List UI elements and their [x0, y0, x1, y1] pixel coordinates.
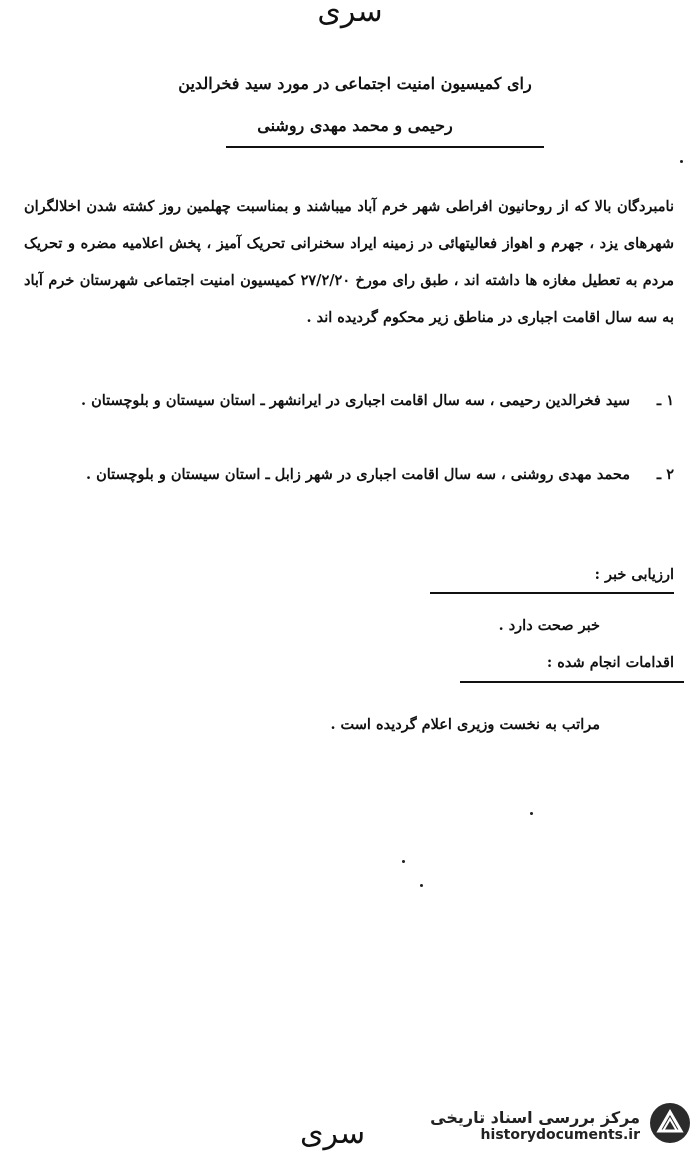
watermark-text-fa: مرکز بررسی اسناد تاریخی	[430, 1107, 640, 1127]
classification-header: سری	[317, 0, 383, 29]
ink-speck	[530, 812, 533, 815]
evaluation-label: ارزیابی خبر :	[594, 566, 674, 583]
list-item-number: ۲ ـ	[656, 466, 674, 483]
list-item-text: محمد مهدی روشنی ، سه سال اقامت اجباری در شهر زابل ـ استان سیستان و بلوچستان .	[86, 466, 630, 483]
actions-label: اقدامات انجام شده :	[546, 654, 674, 671]
list-item-text: سید فخرالدین رحیمی ، سه سال اقامت اجباری در ایرانشهر ـ استان سیستان و بلوچستان .	[80, 392, 630, 409]
list-item	[24, 382, 674, 419]
source-watermark	[430, 1101, 692, 1149]
ink-speck	[402, 860, 405, 863]
ink-speck	[420, 884, 423, 887]
actions-underline	[460, 681, 684, 683]
watermark-text	[430, 1108, 640, 1143]
document-title-line-1: رای کمیسیون امنیت اجتماعی در مورد سید فخرالدین	[178, 74, 532, 93]
classification-footer: سری	[300, 1116, 366, 1151]
evaluation-underline	[430, 592, 674, 594]
evaluation-value: خبر صحت دارد .	[498, 617, 600, 634]
ink-speck	[680, 160, 683, 163]
watermark-text-en: historydocuments.ir	[480, 1126, 640, 1143]
list-item-number: ۱ ـ	[656, 392, 674, 409]
list-item	[24, 456, 674, 493]
title-underline	[226, 146, 544, 148]
document-center-logo-icon	[648, 1101, 692, 1149]
document-title-line-2: رحیمی و محمد مهدی روشنی	[257, 116, 453, 135]
body-paragraph: نامبردگان بالا که از روحانیون افراطی شهر خرم آباد میباشند و بمناسبت چهلمین روز کشته شدن اخلالگران شهرهای یزد ، جهرم و اهواز فعالیتهائی در زمینه ایراد سخنرانی تحریک آمیز ، پخش اعلامیه مضره و تحریک مردم به تعطیل مغازه ها داشته اند ، طبق رای مورخ ۲۷/۲/۲۰ کمیسیون امنیت اجتماعی شهرستان خرم آباد به سه سال اقامت اجباری در مناطق زیر محکوم گردیده اند .	[24, 198, 674, 326]
actions-value: مراتب به نخست وزیری اعلام گردیده است .	[330, 716, 600, 733]
